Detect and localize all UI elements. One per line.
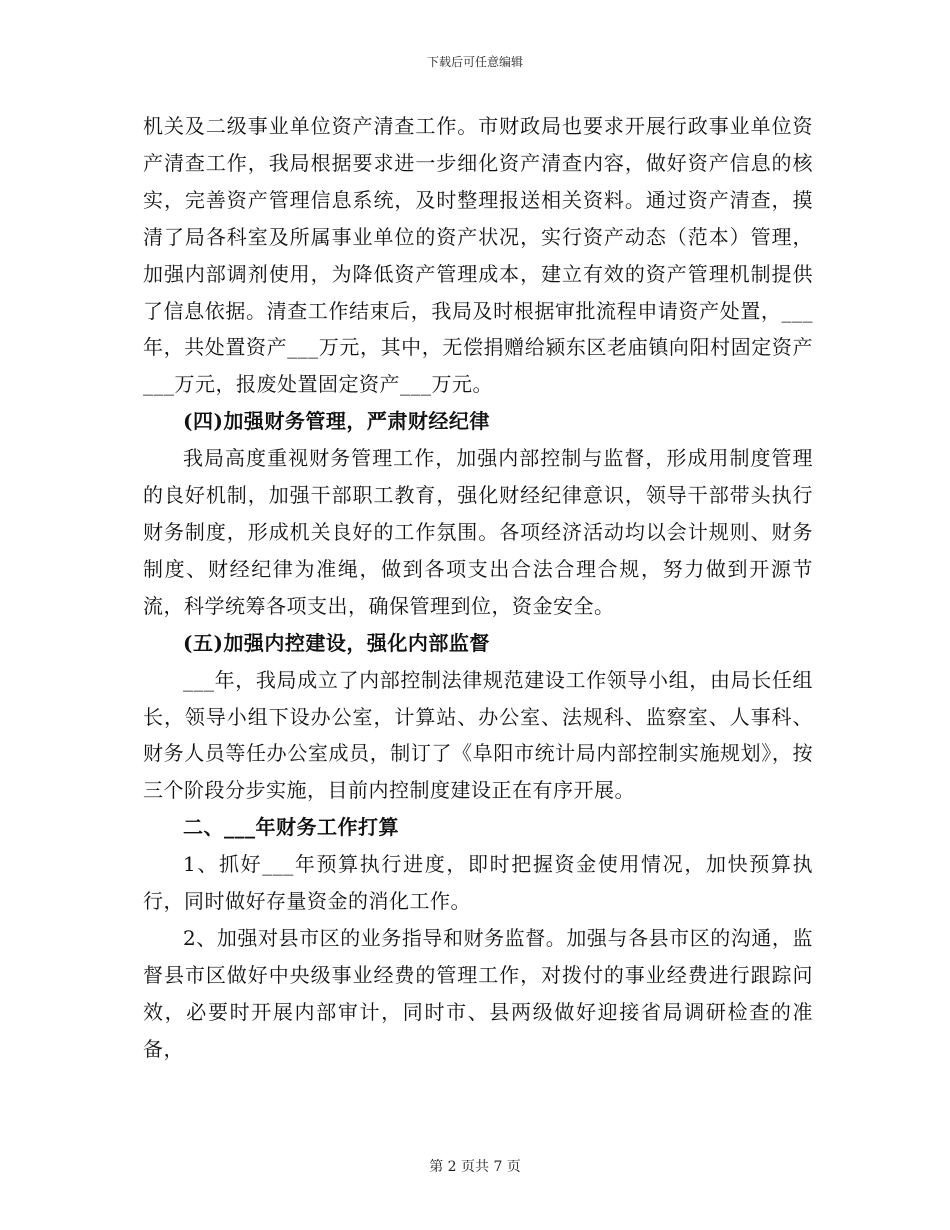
paragraph-asset-audit: 机关及二级事业单位资产清查工作。市财政局也要求开展行政事业单位资产清查工作，我局根据要求进一步细化资产清查内容，做好资产信息的核实，完善资产管理信息系统，及时整理报送相关资料。通过资产清查，摸清了局各科室及所属事业单位的资产状况，实行资产动态（范本）管理，加强内部调剂使用，为降低资产管理成本，建立有效的资产管理机制提供了信息依据。清查工作结束后，我局及时根据审批流程申请资产处置，___年，共处置资产___万元，其中，无偿捐赠给颍东区老庙镇向阳村固定资产___万元，报废处置固定资产___万元。 [143, 114, 813, 397]
paragraph-internal-control: ___年，我局成立了内部控制法律规范建设工作领导小组，由局长任组长，领导小组下设办公室，计算站、办公室、法规科、监察室、人事科、财务人员等任办公室成员，制订了《阜阳市统计局内部控制实施规划》，按三个阶段分步实施，目前内控制度建设正在有序开展。 [143, 667, 813, 803]
page-header: 下载后可任意编辑 [426, 55, 523, 69]
paragraph-plan-1: 1、抓好___年预算执行进度，即时把握资金使用情况，加快预算执行，同时做好存量资金的消化工作。 [143, 852, 813, 914]
heading-internal-control: (五)加强内控建设，强化内部监督 [183, 630, 490, 655]
heading-financial-management: (四)加强财务管理，严肃财经纪律 [183, 409, 490, 434]
document-body [143, 108, 813, 1068]
paragraph-plan-2: 2、加强对县市区的业务指导和财务监督。加强与各县市区的沟通，监督县市区做好中央级事业经费的管理工作，对拨付的事业经费进行跟踪问效，必要时开展内部审计，同时市、县两级做好迎接省局调研检查的准备， [143, 925, 813, 1061]
page-footer: 第 2 页共 7 页 [429, 1159, 521, 1175]
heading-work-plan: 二、___年财务工作打算 [183, 815, 399, 840]
paragraph-financial-management: 我局高度重视财务管理工作，加强内部控制与监督，形成用制度管理的良好机制，加强干部职工教育，强化财经纪律意识，领导干部带头执行财务制度，形成机关良好的工作氛围。各项经济活动均以会计规则、财务制度、财经纪律为准绳，做到各项支出合法合理合规，努力做到开源节流，科学统筹各项支出，确保管理到位，资金安全。 [143, 446, 813, 618]
